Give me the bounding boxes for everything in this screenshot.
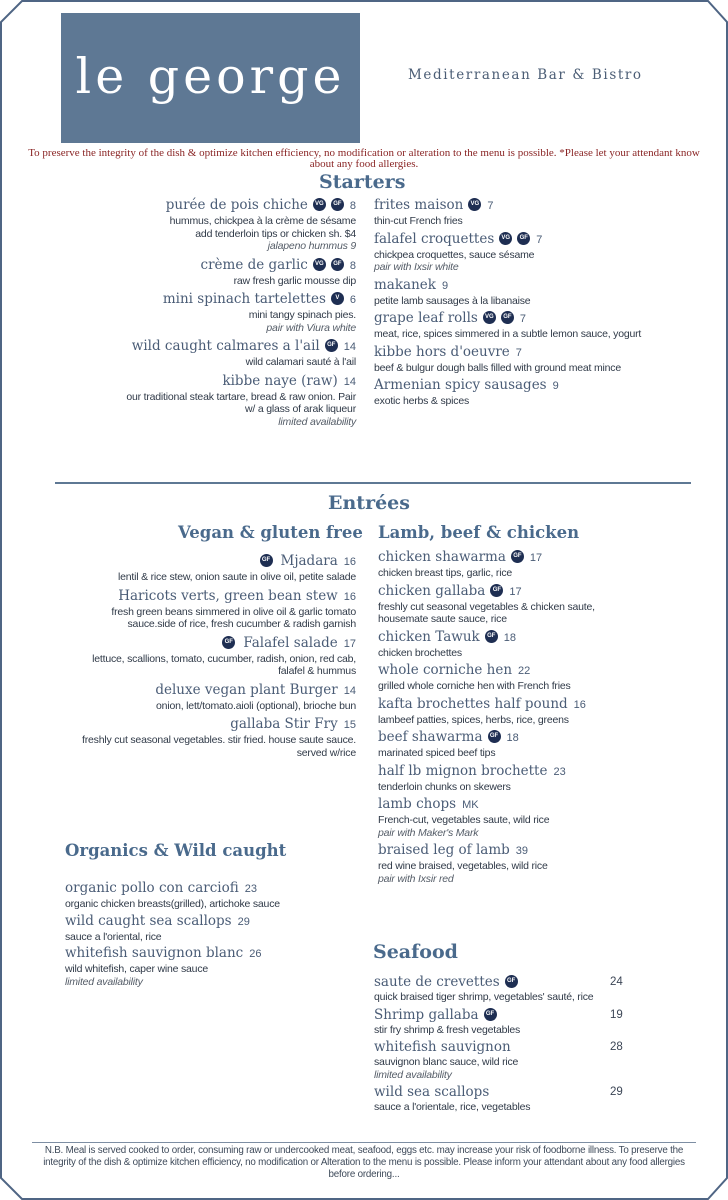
- dish-description: freshly cut seasonal vegetables. stir fried. house saute sauce.: [82, 734, 356, 746]
- dish-name: saute de crevettes: [374, 974, 500, 990]
- dish-description: lentil & rice stew, onion saute in olive oil, petite salade: [117, 571, 356, 583]
- dish-price: 17: [529, 552, 543, 564]
- menu-item-name: [60, 257, 356, 275]
- dish-price: 9: [441, 279, 449, 292]
- badge-icon: GF: [501, 311, 514, 324]
- menu-item: [60, 635, 356, 678]
- menu-item: [60, 682, 356, 713]
- section-divider: [55, 482, 691, 484]
- seafood-list: [374, 974, 704, 1117]
- menu-item-name: [60, 716, 356, 734]
- dish-price: 23: [244, 883, 257, 895]
- dish-name: lamb chops: [378, 796, 457, 812]
- menu-item: [60, 257, 356, 288]
- menu-item: [378, 796, 698, 839]
- dish-description: sauce a l'orientale, rice, vegetables: [374, 1101, 531, 1113]
- menu-item-name: [378, 629, 698, 647]
- menu-item-name: [374, 377, 694, 395]
- dish-price: 18: [503, 631, 516, 644]
- menu-item-name: [60, 338, 356, 356]
- dish-price: 9: [552, 380, 559, 392]
- dish-note: limited availability: [278, 415, 356, 428]
- menu-item-name: [65, 945, 365, 963]
- dish-price: 24: [610, 976, 623, 988]
- dish-name: wild caught calmares a l'ail: [131, 338, 320, 354]
- menu-item-name: [374, 197, 694, 215]
- dish-price: 15: [343, 719, 356, 731]
- dish-description: beef & bulgur dough balls filled with ground meat mince: [374, 361, 621, 374]
- dish-note: jalapeno hummus 9: [267, 240, 356, 252]
- badge-icon: VG: [313, 258, 326, 271]
- dish-name: kibbe naye (raw): [222, 372, 338, 389]
- menu-item: [378, 729, 698, 760]
- dish-description: fresh green beans simmered in olive oil & garlic tomato: [111, 605, 356, 618]
- dish-description: tenderloin chunks on skewers: [378, 780, 511, 793]
- dish-description: w/ a glass of arak liqueur: [245, 403, 356, 415]
- menu-item-name: [374, 1039, 704, 1056]
- menu-item-name: [378, 729, 698, 747]
- menu-item-name: [374, 310, 694, 328]
- dish-price: 16: [573, 698, 586, 711]
- dish-description: housemate saute sauce, rice: [378, 613, 507, 625]
- menu-item: [374, 974, 704, 1004]
- dish-name: half lb mignon brochette: [378, 762, 548, 779]
- dish-description: freshly cut seasonal vegetables & chicken saute,: [378, 600, 595, 613]
- menu-item: [378, 696, 698, 727]
- dish-name: purée de pois chiche: [165, 197, 308, 213]
- footer-notice: N.B. Meal is served cooked to order, consuming raw or undercooked meat, seafood, eggs etc. may increase your risk of foodborne illness. To preserve the integrity of the dish & optimize kitchen efficiency, no modification or Alteration to the menu is possible. Please inform your attendant about any food allergies before ordering...: [32, 1142, 696, 1181]
- menu-item: [374, 310, 694, 341]
- dish-name: Falafel salade: [243, 634, 338, 651]
- dish-price: MK: [462, 799, 479, 811]
- logo: [61, 13, 360, 143]
- dish-name: grape leaf rolls: [374, 310, 478, 326]
- dish-name: wild sea scallops: [374, 1084, 490, 1100]
- dish-name: wild caught sea scallops: [65, 912, 232, 929]
- dish-price: 16: [343, 590, 356, 603]
- dish-name: whitefish sauvignon: [374, 1039, 511, 1055]
- menu-item-name: [374, 344, 694, 362]
- menu-item: [378, 763, 698, 794]
- menu-item-name: [60, 682, 356, 700]
- badge-icon: GF: [325, 339, 338, 352]
- dish-price: 7: [536, 233, 543, 246]
- dish-description: quick braised tiger shrimp, vegetables' sauté, rice: [374, 991, 594, 1003]
- lamb-title: Lamb, beef & chicken: [378, 523, 580, 542]
- badge-icon: VG: [499, 232, 512, 245]
- menu-item-name: [60, 588, 356, 606]
- dish-description: exotic herbs & spices: [374, 395, 470, 407]
- menu-item: [374, 277, 694, 308]
- menu-item: [60, 197, 356, 253]
- menu-item: [374, 1007, 704, 1037]
- menu-item: [65, 945, 365, 988]
- dish-description: red wine braised, vegetables, wild rice: [378, 860, 548, 872]
- dish-name: deluxe vegan plant Burger: [155, 681, 338, 698]
- dish-note: pair with Ixsir white: [374, 261, 459, 273]
- dish-description: wild whitefish, caper wine sauce: [65, 963, 209, 975]
- badge-icon: VG: [468, 198, 481, 211]
- dish-name: organic pollo con carciofi: [65, 880, 239, 896]
- vegan-title: Vegan & gluten free: [178, 523, 363, 542]
- menu-item: [378, 583, 698, 626]
- badge-icon: GF: [517, 232, 530, 245]
- menu-item-name: [378, 549, 698, 567]
- menu-item-name: [60, 373, 356, 391]
- dish-description: onion, lett/tomato.aioli (optional), brioche bun: [156, 699, 356, 712]
- dish-description: mini tangy spinach pies.: [248, 309, 356, 321]
- starters-title: Starters: [319, 171, 406, 193]
- badge-icon: GF: [505, 975, 518, 988]
- dish-price: 8: [349, 200, 356, 212]
- dish-description: lettuce, scallions, tomato, cucumber, radish, onion, red cab,: [92, 652, 356, 665]
- dish-name: whole corniche hen: [378, 662, 513, 678]
- dish-description: lambeef patties, spices, herbs, rice, greens: [378, 713, 569, 726]
- badge-icon: GF: [484, 1008, 497, 1021]
- dish-description: sauce.side of rice, fresh cucumber & radish garnish: [127, 618, 356, 630]
- dish-description: thin-cut French fries: [374, 215, 463, 227]
- dish-name: makanek: [374, 276, 436, 293]
- menu-item: [374, 1084, 704, 1114]
- lamb-list: [378, 549, 698, 888]
- menu-item: [60, 338, 356, 369]
- dish-name: Armenian spicy sausages: [374, 377, 547, 393]
- menu-item: [378, 629, 698, 660]
- dish-price: 8: [349, 259, 356, 272]
- menu-item-name: [378, 842, 698, 860]
- dish-description: our traditional steak tartare, bread & raw onion. Pair: [126, 390, 356, 403]
- dish-price: 14: [343, 341, 356, 353]
- dish-name: beef shawarma: [378, 729, 483, 745]
- menu-item-name: [60, 553, 356, 571]
- dish-description: grilled whole corniche hen with French fries: [378, 680, 571, 692]
- dish-description: raw fresh garlic mousse dip: [233, 274, 356, 287]
- dish-price: 7: [487, 200, 494, 212]
- dish-name: kibbe hors d'oeuvre: [374, 343, 510, 360]
- dish-description: add tenderloin tips or chicken sh. $4: [195, 227, 356, 240]
- dish-name: whitefish sauvignon blanc: [65, 945, 244, 961]
- dish-note: pair with Ixsir red: [378, 872, 454, 885]
- dish-price: 23: [553, 765, 566, 778]
- badge-icon: GF: [331, 258, 344, 271]
- dish-description: sauce a l'oriental, rice: [65, 930, 162, 943]
- menu-item-name: [378, 696, 698, 714]
- dish-name: frites maison: [374, 197, 464, 213]
- dish-description: stir fry shrimp & fresh vegetables: [374, 1023, 521, 1036]
- dish-name: falafel croquettes: [374, 230, 495, 247]
- organics-title: Organics & Wild caught: [65, 841, 287, 860]
- menu-item: [374, 1039, 704, 1081]
- menu-item-name: [65, 913, 365, 931]
- badge-icon: GF: [222, 636, 235, 649]
- dish-price: 22: [518, 665, 531, 677]
- menu-item-name: [60, 635, 356, 653]
- menu-item-name: [374, 277, 694, 295]
- menu-item: [60, 716, 356, 759]
- seafood-title: Seafood: [373, 941, 458, 963]
- menu-item-name: [60, 197, 356, 215]
- organics-list: [65, 880, 365, 990]
- dish-description: served w/rice: [296, 746, 356, 759]
- dish-description: marinated spiced beef tips: [378, 747, 496, 759]
- menu-item: [378, 662, 698, 693]
- menu-item: [374, 377, 694, 408]
- dish-name: crème de garlic: [200, 256, 308, 273]
- badge-icon: VG: [483, 311, 496, 324]
- menu-item-name: [378, 763, 698, 781]
- menu-item-name: [374, 231, 694, 249]
- dish-price: 29: [610, 1086, 623, 1098]
- dish-price: 6: [349, 294, 356, 306]
- badge-icon: GF: [485, 630, 498, 643]
- menu-item-name: [374, 1007, 704, 1024]
- menu-item: [374, 231, 694, 274]
- menu-item: [374, 197, 694, 228]
- menu-item: [374, 344, 694, 375]
- dish-description: hummus, chickpea à la crème de sésame: [169, 215, 356, 227]
- dish-price: 29: [237, 915, 250, 928]
- dish-description: wild calamari sauté à l'ail: [245, 356, 356, 368]
- dish-description: chickpea croquettes, sauce sésame: [374, 248, 535, 261]
- menu-item-name: [374, 974, 704, 991]
- dish-price: 17: [509, 585, 522, 598]
- dish-name: Haricots verts, green bean stew: [118, 587, 338, 604]
- dish-description: petite lamb sausages à la libanaise: [374, 294, 531, 307]
- menu-item-name: [65, 880, 365, 898]
- dish-name: chicken Tawuk: [378, 628, 480, 645]
- menu-item: [65, 913, 365, 944]
- menu-item: [378, 842, 698, 885]
- dish-description: chicken brochettes: [378, 646, 462, 659]
- dish-price: 26: [249, 948, 262, 960]
- badge-icon: GF: [511, 550, 524, 563]
- menu-item-name: [378, 796, 698, 814]
- dish-description: sauvignon blanc sauce, wild rice: [374, 1056, 519, 1068]
- dish-name: braised leg of lamb: [378, 842, 510, 858]
- menu-item-name: [374, 1084, 704, 1101]
- logo-text: le george: [75, 48, 346, 105]
- menu-item: [378, 549, 698, 580]
- vegan-list: [60, 553, 356, 763]
- dish-price: 7: [515, 346, 522, 359]
- dish-name: Shrimp gallaba: [374, 1006, 479, 1023]
- allergy-warning: To preserve the integrity of the dish & optimize kitchen efficiency, no modification or alteration to the menu is possible. *Please let your attendant know about any food allergies.: [28, 147, 700, 170]
- dish-price: 16: [343, 556, 356, 568]
- badge-icon: GF: [488, 730, 501, 743]
- badge-icon: GF: [260, 554, 273, 567]
- dish-price: 14: [343, 684, 356, 697]
- dish-note: limited availability: [65, 975, 143, 988]
- menu-item: [60, 373, 356, 429]
- menu-item-name: [60, 291, 356, 309]
- tagline: Mediterranean Bar & Bistro: [408, 67, 643, 83]
- dish-note: limited availability: [374, 1068, 452, 1081]
- dish-price: 7: [519, 313, 526, 325]
- dish-price: 17: [343, 637, 356, 650]
- menu-item-name: [378, 662, 698, 680]
- starters-left-column: [60, 197, 356, 432]
- starters-right-column: [374, 197, 694, 411]
- dish-price: 14: [343, 375, 356, 388]
- dish-note: pair with Maker's Mark: [378, 826, 479, 839]
- dish-price: 19: [610, 1008, 623, 1021]
- dish-description: French-cut, vegetables saute, wild rice: [378, 814, 550, 826]
- badge-icon: GF: [490, 584, 503, 597]
- badge-icon: VG: [313, 198, 326, 211]
- dish-description: falafel & hummus: [278, 665, 356, 677]
- dish-name: mini spinach tartelettes: [162, 291, 326, 307]
- menu-item: [65, 880, 365, 911]
- badge-icon: GF: [331, 198, 344, 211]
- badge-icon: V: [331, 292, 344, 305]
- dish-price: 28: [610, 1041, 623, 1053]
- menu-item: [60, 588, 356, 631]
- dish-price: 39: [515, 845, 529, 857]
- entrees-title: Entrées: [328, 492, 410, 514]
- dish-name: gallaba Stir Fry: [230, 716, 338, 732]
- dish-name: Mjadara: [280, 553, 338, 569]
- dish-name: chicken gallaba: [378, 582, 486, 599]
- dish-description: meat, rice, spices simmered in a subtle lemon sauce, yogurt: [374, 328, 642, 340]
- dish-description: chicken breast tips, garlic, rice: [378, 567, 513, 579]
- dish-name: kafta brochettes half pound: [378, 695, 568, 712]
- dish-name: chicken shawarma: [378, 549, 506, 565]
- menu-item: [60, 291, 356, 334]
- menu-item: [60, 553, 356, 584]
- dish-price: 18: [506, 732, 519, 744]
- dish-description: organic chicken breasts(grilled), artichoke sauce: [65, 898, 280, 910]
- dish-note: pair with Viura white: [266, 321, 356, 334]
- menu-item-name: [378, 583, 698, 601]
